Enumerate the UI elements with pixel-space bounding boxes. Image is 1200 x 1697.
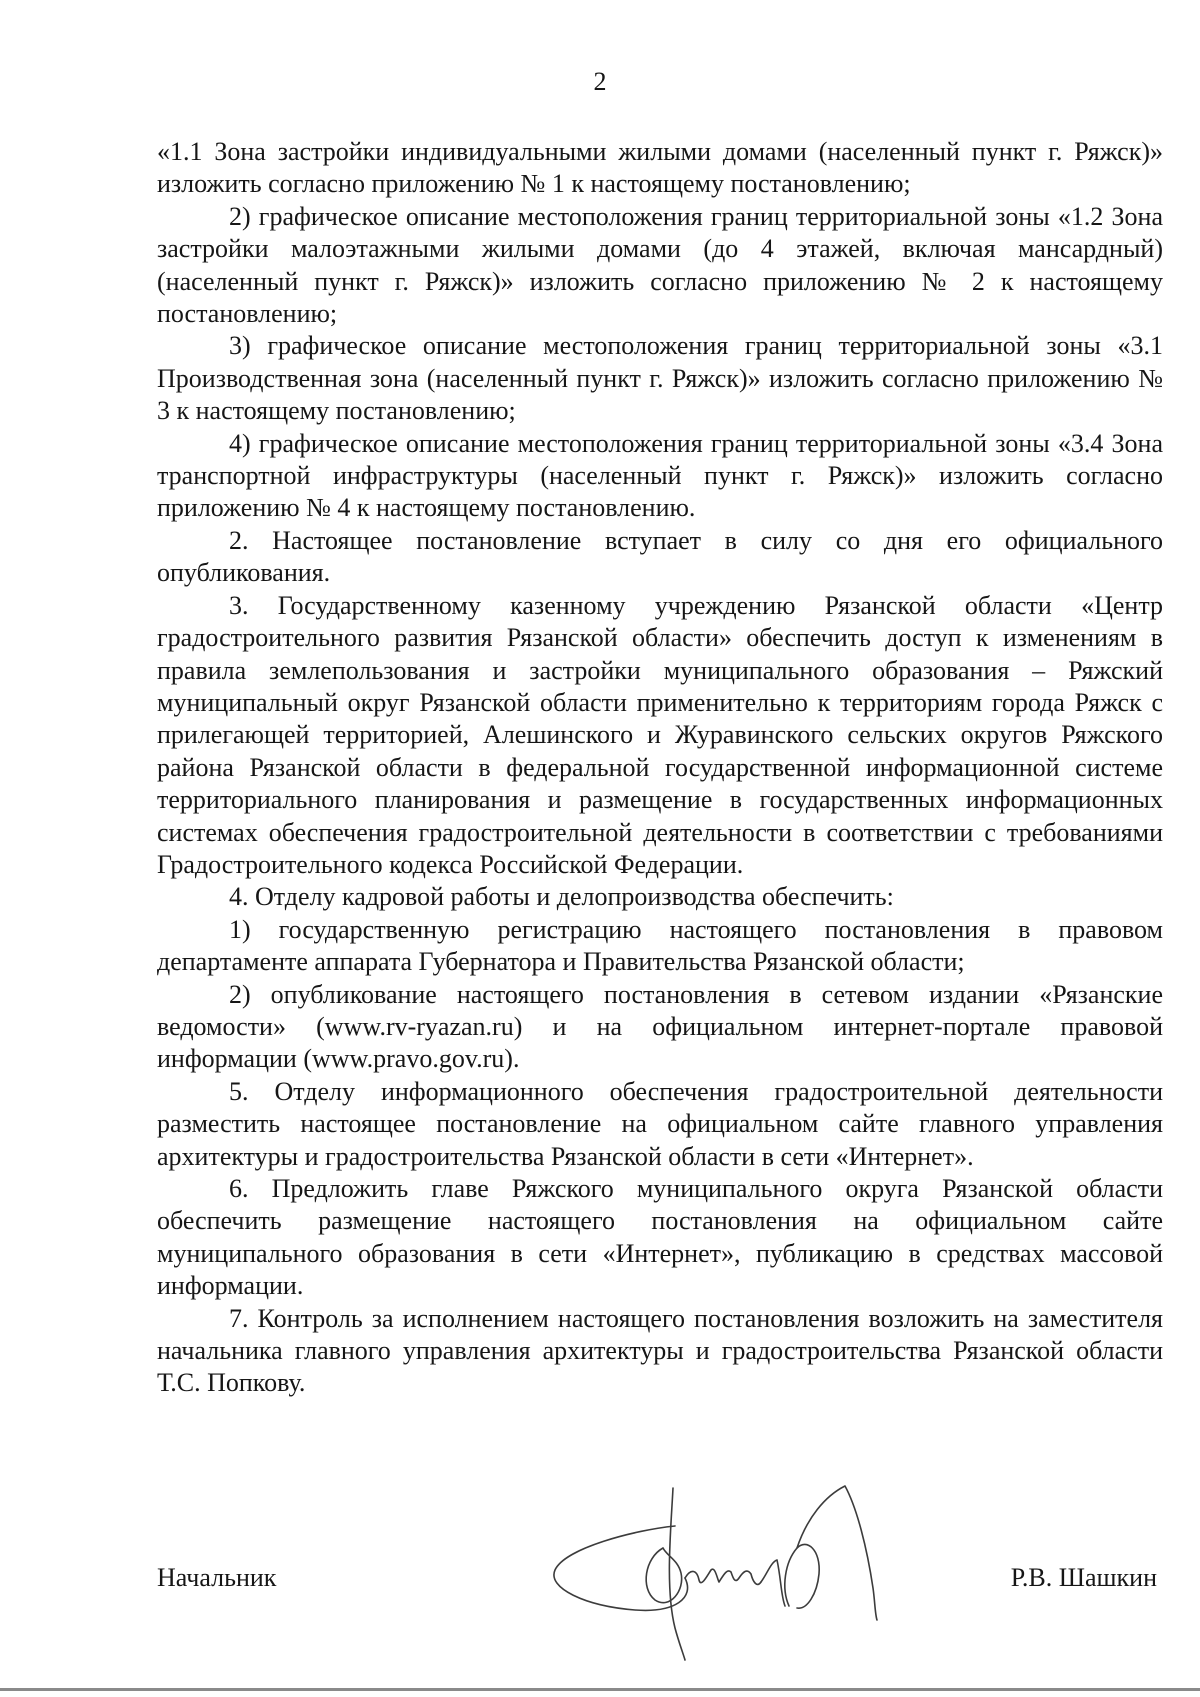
paragraph-clause-4: 4. Отделу кадровой работы и делопроизводства обеспечить:: [229, 882, 894, 912]
paragraph-item-3: 3) графическое описание местоположения границ территориальной зоны «3.1 Производственная зона (населенный пункт г. Ряжск)» изложить согласно приложению № 3 к настоящему постановлению;: [157, 331, 1163, 426]
paragraph-item-2: 2) графическое описание местоположения границ территориальной зоны «1.2 Зона застройки малоэтажными жилыми домами (до 4 этажей, включая мансардный) (населенный пункт г. Ряжск)» изложить согласно приложению № 2 к настоящему постановлению;: [157, 201, 1163, 329]
paragraph-clause-4-2: 2) опубликование настоящего постановления в сетевом издании «Рязанские ведомости» (www.rv-ryazan.ru) и на официальном интернет-портале правовой информации (www.pravo.gov.ru).: [157, 979, 1163, 1074]
paragraph-clause-3: 3. Государственному казенному учреждению Рязанской области «Центр градостроительного развития Рязанской области» обеспечить доступ к изменениям в правила землепользования и застройки муниципального образования – Ряжский муниципальный округ Рязанской области применительно к территориям города Ряжск с прилегающей территорией, Алешинского и Журавинского сельских округов Ряжского района Рязанской области в федеральной государственной информационной системе территориального планирования и размещение в государственных информационных системах обеспечения градостроительной деятельности в соответствии с требованиями Градостроительного кодекса Российской Федерации.: [157, 590, 1163, 879]
paragraph-clause-5: 5. Отделу информационного обеспечения градостроительной деятельности разместить настоящее постановление на официальном сайте главного управления архитектуры и градостроительства Рязанской области в сети «Интернет».: [157, 1076, 1163, 1171]
paragraph-clause-2: 2. Настоящее постановление вступает в силу со дня его официального опубликования.: [157, 525, 1163, 588]
signatory-position: Начальник: [157, 1563, 277, 1592]
paragraph-clause-7: 7. Контроль за исполнением настоящего постановления возложить на заместителя начальника главного управления архитектуры и градостроительства Рязанской области Т.С. Попкову.: [157, 1303, 1163, 1398]
paragraph-zone-1-1: «1.1 Зона застройки индивидуальными жилыми домами (населенный пункт г. Ряжск)» изложить согласно приложению № 1 к настоящему постановлению;: [157, 137, 1163, 199]
document-body: [157, 136, 1163, 1400]
signatory-name: Р.В. Шашкин: [1010, 1563, 1157, 1592]
bottom-scan-rule: [0, 1688, 1200, 1691]
handwritten-signature-icon: [545, 1478, 925, 1668]
page-number: 2: [593, 67, 607, 96]
paragraph-item-4: 4) графическое описание местоположения границ территориальной зоны «3.4 Зона транспортной инфраструктуры (населенный пункт г. Ряжск)» изложить согласно приложению № 4 к настоящему постановлению.: [157, 428, 1163, 523]
paragraph-clause-4-1: 1) государственную регистрацию настоящего постановления в правовом департаменте аппарата Губернатора и Правительства Рязанской области;: [157, 914, 1163, 977]
paragraph-clause-6: 6. Предложить главе Ряжского муниципального округа Рязанской области обеспечить размещение настоящего постановления на официальном сайте муниципального образования в сети «Интернет», публикацию в средствах массовой информации.: [157, 1174, 1163, 1301]
